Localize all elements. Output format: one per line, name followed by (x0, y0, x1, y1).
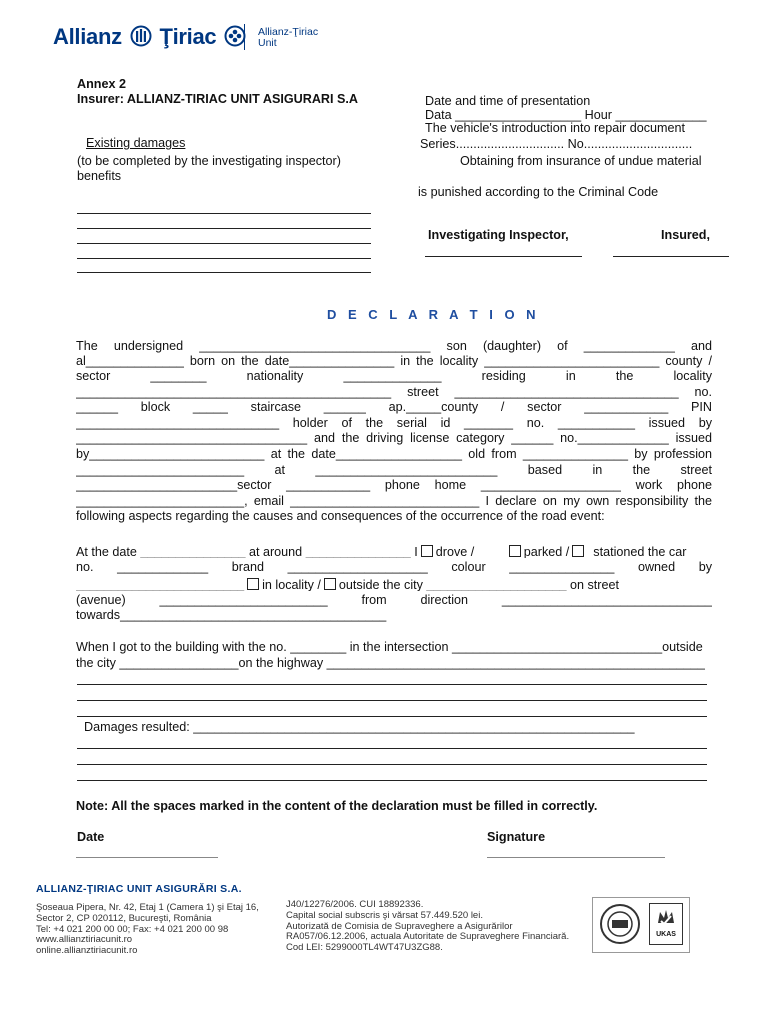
insurer-label: Insurer: ALLIANZ-TIRIAC UNIT ASIGURARI S.A (77, 92, 359, 106)
stationed-label: stationed the car (593, 545, 687, 558)
brand-name-2: Ţiriac (159, 24, 217, 49)
benefits-label: benefits (77, 169, 122, 183)
decl-line-11[interactable]: ________________________, email ___________________________ I declare on my own responsibility the (76, 495, 712, 508)
certification-badges (592, 897, 690, 953)
decl-line-5[interactable]: ______ block _____ staircase ______ ap._____county / sector ____________ PIN (76, 401, 712, 414)
damage-line-2[interactable] (77, 228, 371, 229)
decl-line-6[interactable]: _____________________________ holder of the serial id _______ no. ___________ issued by (76, 417, 712, 430)
signature-sign-line[interactable] (487, 857, 665, 858)
certification-seal-icon (599, 903, 641, 948)
parked-checkbox[interactable] (509, 545, 521, 557)
circumstance-line-1[interactable] (77, 684, 707, 685)
logo-divider (244, 24, 245, 50)
damages-line-3[interactable] (77, 780, 707, 781)
existing-damages-label: Existing damages (86, 136, 186, 150)
decl-line-12: following aspects regarding the causes and consequences of the occurrence of the road event: (76, 510, 605, 523)
unit-line-1: Allianz-Ţiriac (258, 26, 319, 38)
decl-line-7[interactable]: _________________________________ and the driving license category ______ no._____________ issued (76, 432, 712, 445)
reg-line-4: RA057/06.12.2006, actuala Autoritate de Supraveghere Financiară. (286, 931, 570, 943)
date-time-label: Date and time of presentation (425, 94, 591, 108)
damage-line-1[interactable] (77, 213, 371, 214)
phone-fax-line: Tel: +4 021 200 00 00; Fax: +4 021 200 00 98 (36, 923, 229, 935)
accident-line-6[interactable]: When I got to the building with the no. ________ in the intersection ______________________________outside (76, 641, 703, 654)
online-link[interactable]: online.allianztiriacunit.ro (36, 945, 138, 957)
ukas-crown-icon (655, 906, 677, 928)
reg-line-1: J40/12276/2006. CUI 18892336. (286, 899, 424, 910)
investigating-inspector-label: Investigating Inspector, (428, 228, 569, 242)
obtaining-label: Obtaining from insurance of undue material (460, 154, 702, 168)
drove-label: drove / (435, 545, 475, 558)
insured-signature-line[interactable] (613, 256, 729, 257)
insured-label: Insured, (661, 228, 710, 242)
decl-line-8[interactable]: by_________________________ at the date__________________ old from _______________ by profession (76, 448, 712, 461)
in-locality-checkbox[interactable] (247, 578, 259, 590)
decl-line-10[interactable]: _______________________sector ____________ phone home ____________________ work phone (76, 479, 712, 492)
circumstance-line-2[interactable] (77, 700, 707, 701)
footer-company: ALLIANZ-ŢIRIAC UNIT ASIGURĂRI S.A. (36, 883, 242, 895)
damage-line-3[interactable] (77, 243, 371, 244)
ukas-badge (649, 903, 683, 945)
brand-name: Allianz (53, 24, 122, 49)
circumstance-line-3[interactable] (77, 716, 707, 717)
signature-label: Signature (487, 830, 546, 844)
damages-line-1[interactable] (77, 748, 707, 749)
allianz-logo-text (53, 24, 246, 53)
outside-city-label: outside the city ____________________ on street (338, 578, 619, 591)
footer-address (36, 903, 259, 957)
accident-line-5[interactable]: towards______________________________________ (76, 609, 387, 622)
stationed-checkbox[interactable] (572, 545, 584, 557)
damage-line-5[interactable] (77, 272, 371, 273)
address-line-1: Şoseaua Pipera, Nr. 42, Etaj 1 (Camera 1) şi Etaj 16, (36, 902, 259, 913)
accident-line-1[interactable] (76, 545, 712, 558)
unit-logo-text (258, 27, 318, 49)
annex-label: Annex 2 (77, 77, 126, 91)
outside-city-checkbox[interactable] (324, 578, 336, 590)
ukas-label: UKAS (656, 931, 676, 938)
declaration-title: D E C L A R A T I O N (327, 307, 540, 322)
accident-line-3[interactable] (76, 578, 712, 591)
decl-line-1[interactable]: The undersigned _________________________________ son (daughter) of _____________ and (76, 340, 712, 353)
note-text: Note: All the spaces marked in the content of the declaration must be filled in correctly. (76, 799, 598, 813)
damages-resulted-line[interactable]: Damages resulted: _______________________________________________________________ (84, 721, 635, 734)
accident-line-7[interactable]: the city _________________on the highway ______________________________________________________ (76, 657, 705, 670)
accident-date-text: At the date _______________ at around _______________ I (76, 545, 418, 558)
vehicle-intro-label: The vehicle's introduction into repair document (425, 121, 686, 135)
in-locality-label: in locality / (262, 578, 321, 591)
allianz-eagle-icon (130, 25, 152, 53)
drove-checkbox[interactable] (421, 545, 433, 557)
reg-line-5: Cod LEI: 5299000TL4WT47U3ZG88. (286, 942, 443, 954)
inspector-signature-line[interactable] (425, 256, 582, 257)
data-hour-line[interactable]: Data __________________ Hour _____________ (425, 108, 707, 122)
date-label: Date (77, 830, 105, 844)
series-line[interactable]: Series............................... No............................... (420, 137, 693, 151)
decl-line-3[interactable]: sector ________ nationality ______________ residing in the locality (76, 370, 712, 383)
date-sign-line[interactable] (76, 857, 218, 858)
address-line-2: Sector 2, CP 020112, Bucureşti, România (36, 912, 212, 924)
reg-line-2: Capital social subscris şi vărsat 57.449.520 lei. (286, 909, 483, 921)
unit-line-2: Unit (258, 37, 277, 49)
reg-line-3: Autorizată de Comisia de Supraveghere a Asigurărilor (286, 920, 513, 932)
footer-registration (286, 900, 569, 954)
inspector-note: (to be completed by the investigating inspector) (77, 154, 341, 168)
parked-label: parked / (523, 545, 570, 558)
locality-blank: ________________________ (76, 578, 245, 591)
punished-label: is punished according to the Criminal Code (418, 185, 659, 199)
accident-line-2[interactable]: no. _____________ brand ____________________ colour _______________ owned by (76, 561, 712, 574)
decl-line-4[interactable]: _____________________________________________ street ________________________________ no. (76, 386, 712, 399)
decl-line-9[interactable]: ________________________ at __________________________ based in the street (76, 464, 712, 477)
damage-line-4[interactable] (77, 258, 371, 259)
website-link[interactable]: www.allianztiriacunit.ro (36, 934, 133, 946)
damages-line-2[interactable] (77, 764, 707, 765)
decl-line-2[interactable]: al______________ born on the date_______________ in the locality _________________________ county / (76, 355, 712, 368)
tiriac-cross-icon (224, 25, 246, 53)
accident-line-4[interactable]: (avenue) ________________________ from direction ______________________________ (76, 594, 712, 607)
